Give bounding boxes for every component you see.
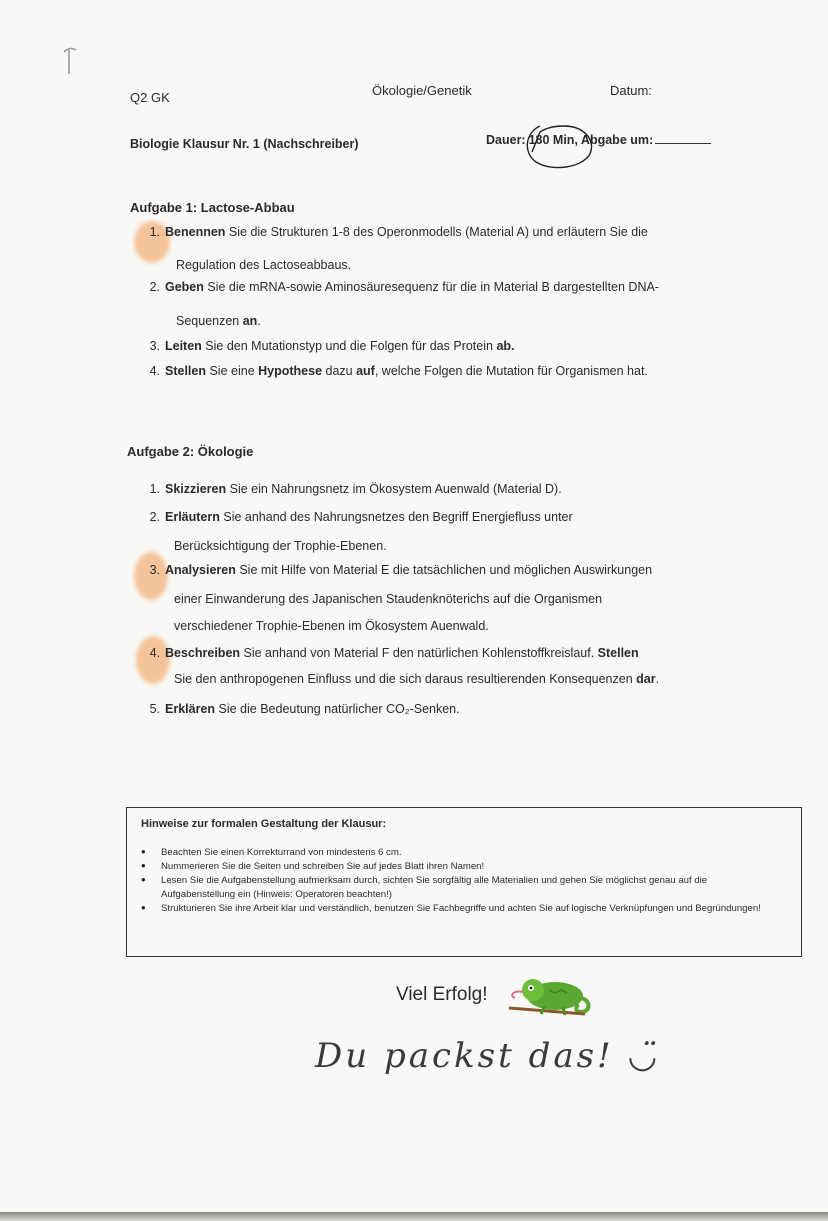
deadline-label: , Abgabe um: — [574, 133, 654, 147]
subject-label: Ökologie/Genetik — [372, 83, 472, 98]
task2-item-3-cont2: verschiedener Trophie-Ebenen im Ökosystem Auenwald. — [174, 619, 489, 633]
page-bottom-edge — [0, 1212, 828, 1221]
task2-item-2-cont: Berücksichtigung der Trophie-Ebenen. — [174, 539, 387, 553]
course-label: Q2 GK — [130, 90, 170, 105]
list-item: • Lesen Sie die Aufgabenstellung aufmerksam durch, sichten Sie sorgfältig alle Materialien und gehen Sie möglichst genau auf die Aufgabenstellung ein (Hinweis: Operatoren beachten!) — [137, 874, 777, 902]
notes-title: Hinweise zur formalen Gestaltung der Klausur: — [141, 818, 387, 830]
notes-box — [126, 807, 802, 957]
chameleon-icon — [505, 970, 595, 1020]
task1-item-2-cont: Sequenzen an. — [176, 314, 261, 328]
duration-value: 180 Min — [528, 133, 575, 147]
task1-title: Aufgabe 1: Lactose-Abbau — [130, 200, 295, 215]
duration-label: Dauer: — [486, 133, 526, 147]
staple-mark-icon — [60, 40, 80, 80]
list-item: • Strukturieren Sie ihre Arbeit klar und verständlich, benutzen Sie Fachbegriffe und achten Sie auf logische Verknüpfungen und Begründungen! — [137, 902, 777, 916]
list-item: • Nummerieren Sie die Seiten und schreiben Sie auf jedes Blatt ihren Namen! — [137, 860, 777, 874]
exam-title: Biologie Klausur Nr. 1 (Nachschreiber) — [130, 137, 359, 151]
task2-item-3-cont: einer Einwanderung des Japanischen Staudenknöterichs auf die Organismen — [174, 592, 603, 606]
task2-title: Aufgabe 2: Ökologie — [127, 444, 254, 459]
date-label: Datum: — [610, 83, 652, 98]
task2-item-4-cont: Sie den anthropogenen Einfluss und die sich daraus resultierenden Konsequenzen dar. — [174, 672, 660, 686]
list-item: • Beachten Sie einen Korrekturrand von mindestens 6 cm. — [137, 846, 777, 860]
exam-sheet: Q2 GK Ökologie/Genetik Datum: Biologie Klausur Nr. 1 (Nachschreiber) Dauer: 180 Min, Abgabe um: Aufgabe 1: Lactose-Abbau 1. Benennen Sie die Strukturen 1-8 des Operonmodells (Material A) und erläutern Sie die Regulation des Lactoseabbaus. 2. Geben Sie die mRNA-sowie Aminosäuresequenz für die in Material B dargestellten DNA- Sequenzen an. 3. Leiten Sie den Mutationstyp und die Folgen für das Protein ab. 4. Stellen Sie eine Hypothese dazu auf, welche Folgen die Mutation für Organismen hat. Aufgabe 2: Ökologie 1. Skizzieren Sie ein Nahrungsnetz im Ökosystem Auenwald (Material D). 2. Erläutern Sie anhand des Nahrungsnetzes den Begriff Energiefluss unter Berücksichtigung der Trophie-Ebenen. 3. Analysieren Sie mit Hilfe von Material E die tatsächlichen und möglichen Auswirkungen einer Einwanderung des Japanischen Staudenknöterichs auf die Organismen verschiedener Trophie-Ebenen im Ökosystem Auenwald. 4. Beschreiben Sie anhand von Material F den natürlichen Kohlenstoffkreislauf. Stellen Sie den anthropogenen Einfluss und die sich daraus resultierenden Konsequenzen dar. 5. Erklären Sie die Bedeutung natürlicher CO₂-Senken. Hinweise zur formalen Gestaltung der Klausur: • Beachten Sie einen Korrekturrand von mindestens 6 cm. • Nummerieren Sie die Seiten und schreiben Sie auf jedes Blatt ihren Namen! • Lesen Sie die Aufgabenstellung aufmerksam durch, sichten Sie sorgfältig alle Materialien und gehen Sie möglichst genau auf die Aufgabenstellung ein (Hinweis: Operatoren beachten!) • Strukturieren Sie ihre Arbeit klar und verständlich, benutzen Sie Fachbegriffe und achten Sie auf logische Verknüpfungen und Begründungen! Viel Erfolg! Du packst das! ◡̈ — [0, 0, 828, 1212]
task1-item-1-cont: Regulation des Lactoseabbaus. — [176, 258, 352, 272]
handwritten-note: Du packst das! ◡̈ — [315, 1036, 661, 1076]
deadline-blank — [655, 143, 711, 144]
notes-list — [137, 846, 777, 916]
hand-drawn-circle-icon — [518, 118, 598, 174]
good-luck-text: Viel Erfolg! — [396, 984, 488, 1005]
